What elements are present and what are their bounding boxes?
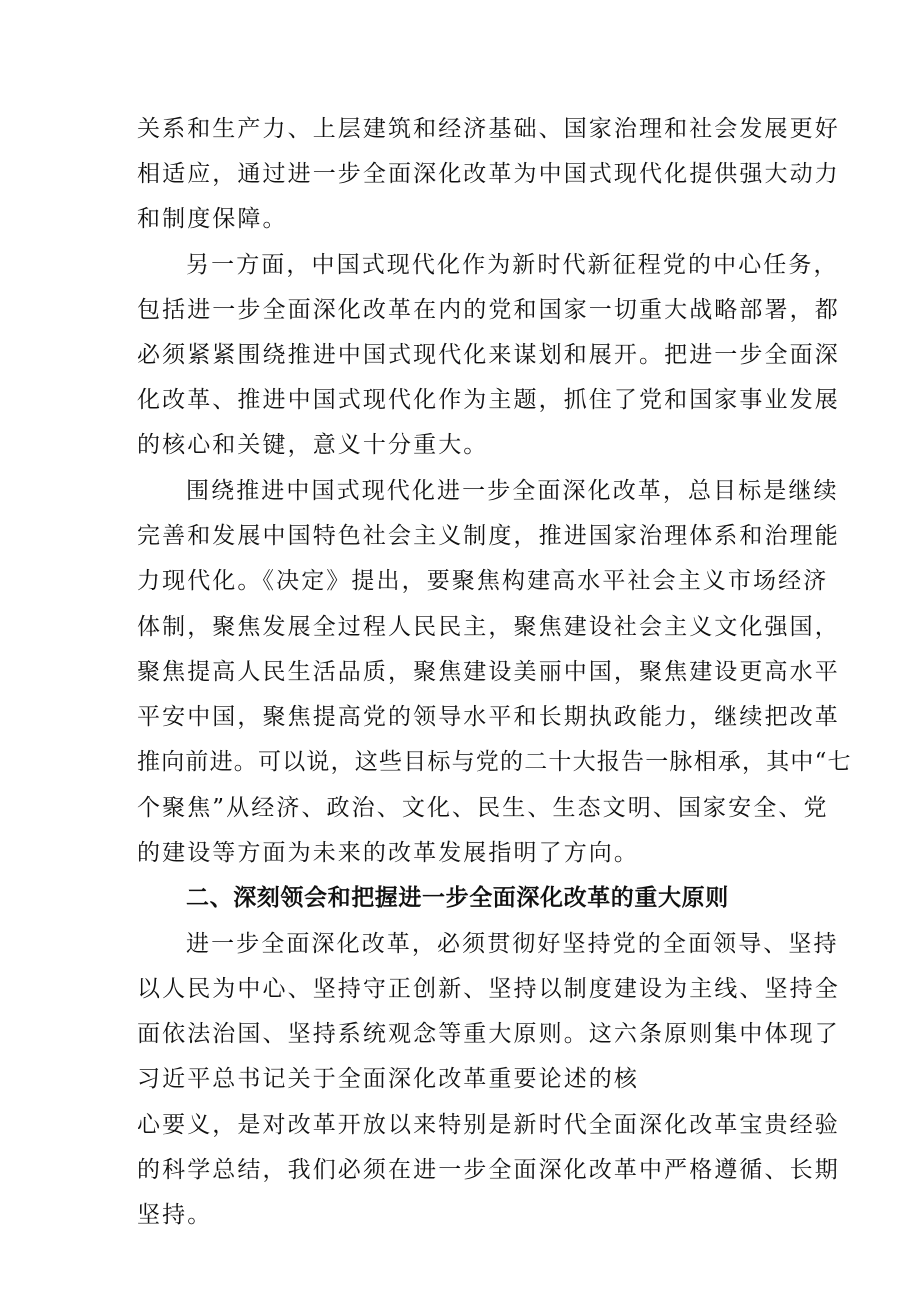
text-line: 力现代化。《决定》提出，要聚焦构建高水平社会主义市场经济 — [137, 568, 829, 594]
text-line: 面依法治国、坚持系统观念等重大原则。这六条原则集中体现了 — [137, 1021, 840, 1047]
text-line: 完善和发展中国特色社会主义制度，推进国家治理体系和治理能 — [137, 523, 840, 549]
text-line: 个聚焦”从经济、政治、文化、民生、生态文明、国家安全、党 — [137, 795, 829, 821]
paragraph-start-line: 围绕推进中国式现代化进一步全面深化改革，总目标是继续 — [186, 478, 839, 504]
text-line: 包括进一步全面深化改革在内的党和国家一切重大战略部署，都 — [137, 297, 840, 323]
text-line: 坚持。 — [137, 1202, 213, 1228]
text-line: 相适应，通过进一步全面深化改革为中国式现代化提供强大动力 — [137, 161, 840, 187]
text-line: 的建设等方面为未来的改革发展指明了方向。 — [137, 840, 639, 866]
text-line: 关系和生产力、上层建筑和经济基础、国家治理和社会发展更好 — [137, 116, 840, 142]
paragraph-start-line: 另一方面，中国式现代化作为新时代新征程党的中心任务， — [186, 252, 839, 278]
text-line: 以人民为中心、坚持守正创新、坚持以制度建设为主线、坚持全 — [137, 976, 840, 1002]
text-line: 的核心和关键，意义十分重大。 — [137, 432, 489, 458]
text-line: 聚焦提高人民生活品质，聚焦建设美丽中国，聚焦建设更高水平 — [137, 659, 840, 685]
text-line: 必须紧紧围绕推进中国式现代化来谋划和展开。把进一步全面深 — [137, 342, 840, 368]
text-line: 平安中国，聚焦提高党的领导水平和长期执政能力，继续把改革 — [137, 704, 840, 730]
paragraph-start-line: 进一步全面深化改革，必须贯彻好坚持党的全面领导、坚持 — [186, 931, 839, 957]
text-line: 习近平总书记关于全面深化改革重要论述的核 — [137, 1066, 639, 1092]
text-line: 体制，聚焦发展全过程人民民主，聚焦建设社会主义文化强国， — [137, 614, 840, 640]
text-line: 推向前进。可以说，这些目标与党的二十大报告一脉相承，其中“七 — [137, 749, 852, 775]
text-line: 和制度保障。 — [137, 206, 288, 232]
text-line: 的科学总结，我们必须在进一步全面深化改革中严格遵循、长期 — [137, 1157, 840, 1183]
section-heading: 二、深刻领会和把握进一步全面深化改革的重大原则 — [186, 885, 729, 911]
text-line: 化改革、推进中国式现代化作为主题，抓住了党和国家事业发展 — [137, 387, 840, 413]
text-line: 心要义，是对改革开放以来特别是新时代全面深化改革宝贵经验 — [137, 1112, 840, 1138]
